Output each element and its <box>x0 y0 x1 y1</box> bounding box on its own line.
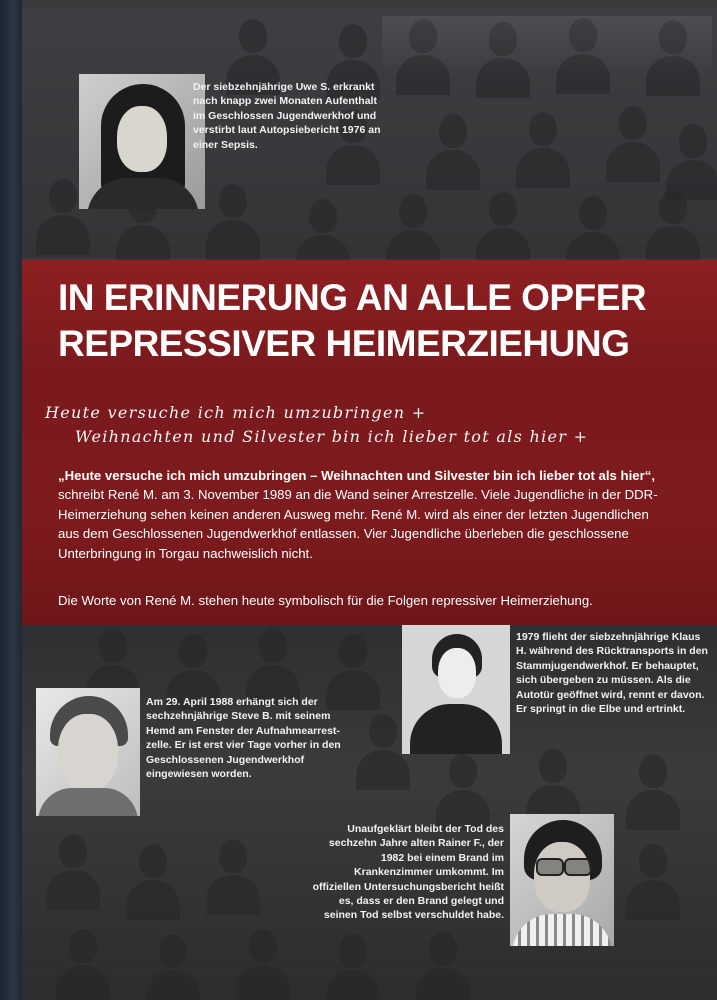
silhouette-portrait <box>512 106 574 186</box>
portrait-photo-rainer <box>510 814 614 946</box>
silhouette-portrait <box>432 748 494 828</box>
silhouette-portrait <box>472 16 534 96</box>
silhouette-portrait <box>552 12 614 92</box>
silhouette-portrait <box>412 926 474 1000</box>
portrait-photo-steve <box>36 688 140 816</box>
silhouette-portrait <box>472 186 534 266</box>
quote-paragraph <box>58 466 658 563</box>
silhouette-portrait <box>202 178 264 258</box>
silhouette-portrait <box>602 100 664 180</box>
caption-rainer: Unaufgeklärt bleibt der Tod des sechzehn Jahre alten Rainer F., der 1982 bei einem Brand im Krankenzimmer umkommt. Im offiziellen Untersuchungsbericht heißt es, dass er den Brand gelegt und seinen Tod selbst verschuldet habe. <box>312 823 504 922</box>
silhouette-portrait <box>422 108 484 188</box>
silhouette-photo-klaus <box>402 622 510 754</box>
portrait-photo-uwe <box>79 74 205 209</box>
silhouette-portrait <box>642 184 704 264</box>
summary-text: Die Worte von René M. stehen heute symbolisch für die Folgen repressiver Heimerziehung. <box>58 593 593 608</box>
memorial-title <box>58 275 698 367</box>
silhouette-portrait <box>622 838 684 918</box>
silhouette-portrait <box>52 923 114 1000</box>
caption-klaus: 1979 flieht der siebzehnjährige Klaus H. während des Rücktransports in den Stammjugendwerkhof. Er behauptet, sich übergeben zu müssen. Als die Autotür geöffnet wird, rennt er davon. Er springt in die Elbe und ertrinkt. <box>516 631 708 716</box>
silhouette-portrait <box>642 14 704 94</box>
silhouette-portrait <box>42 828 104 908</box>
handwriting-line-2: Weihnachten und Silvester bin ich lieber tot als hier + <box>75 427 589 446</box>
silhouette-portrait <box>122 838 184 918</box>
quote-bold: „Heute versuche ich mich umzubringen – Weihnachten und Silvester bin ich lieber tot als hier“, <box>58 468 655 483</box>
silhouette-portrait <box>562 190 624 270</box>
silhouette-portrait <box>142 928 204 1000</box>
silhouette-portrait <box>392 13 454 93</box>
title-line-1: IN ERINNERUNG AN ALLE OPFER <box>58 277 647 318</box>
silhouette-portrait <box>522 743 584 823</box>
silhouette-portrait <box>232 923 294 1000</box>
silhouette-portrait <box>202 833 264 913</box>
silhouette-portrait <box>622 748 684 828</box>
board-frame-left <box>0 0 22 1000</box>
silhouette-portrait <box>322 928 384 1000</box>
caption-uwe: Der siebzehnjährige Uwe S. erkrankt nach knapp zwei Monaten Aufenthalt im Geschlossen Jugendwerkhof und verstirbt laut Autopsiebericht 1976 an einer Sepsis. <box>193 81 381 151</box>
quote-rest: schreibt René M. am 3. November 1989 an die Wand seiner Arrestzelle. Viele Jugendliche in der DDR-Heimerziehung sehen keinen anderen Ausweg mehr. René M. wird als einer der letzten Jugendlichen aus dem Geschlossenen Jugendwerkhof entlassen. Vier Jugendliche überleben die geschlossene Unterbringung in Torgau nachweislich nicht. <box>58 487 658 561</box>
silhouette-portrait <box>382 188 444 268</box>
title-line-2: REPRESSIVER HEIMERZIEHUNG <box>58 323 630 364</box>
handwriting-line-1: Heute versuche ich mich umzubringen + <box>45 403 427 422</box>
caption-steve: Am 29. April 1988 erhängt sich der sechzehnjährige Steve B. mit seinem Hemd am Fenster der Aufnahmearrest-zelle. Er ist erst vier Tage vorher in den Geschlossenen Jugendwerkhof eingewiesen worden. <box>146 696 341 781</box>
silhouette-portrait <box>242 623 304 703</box>
